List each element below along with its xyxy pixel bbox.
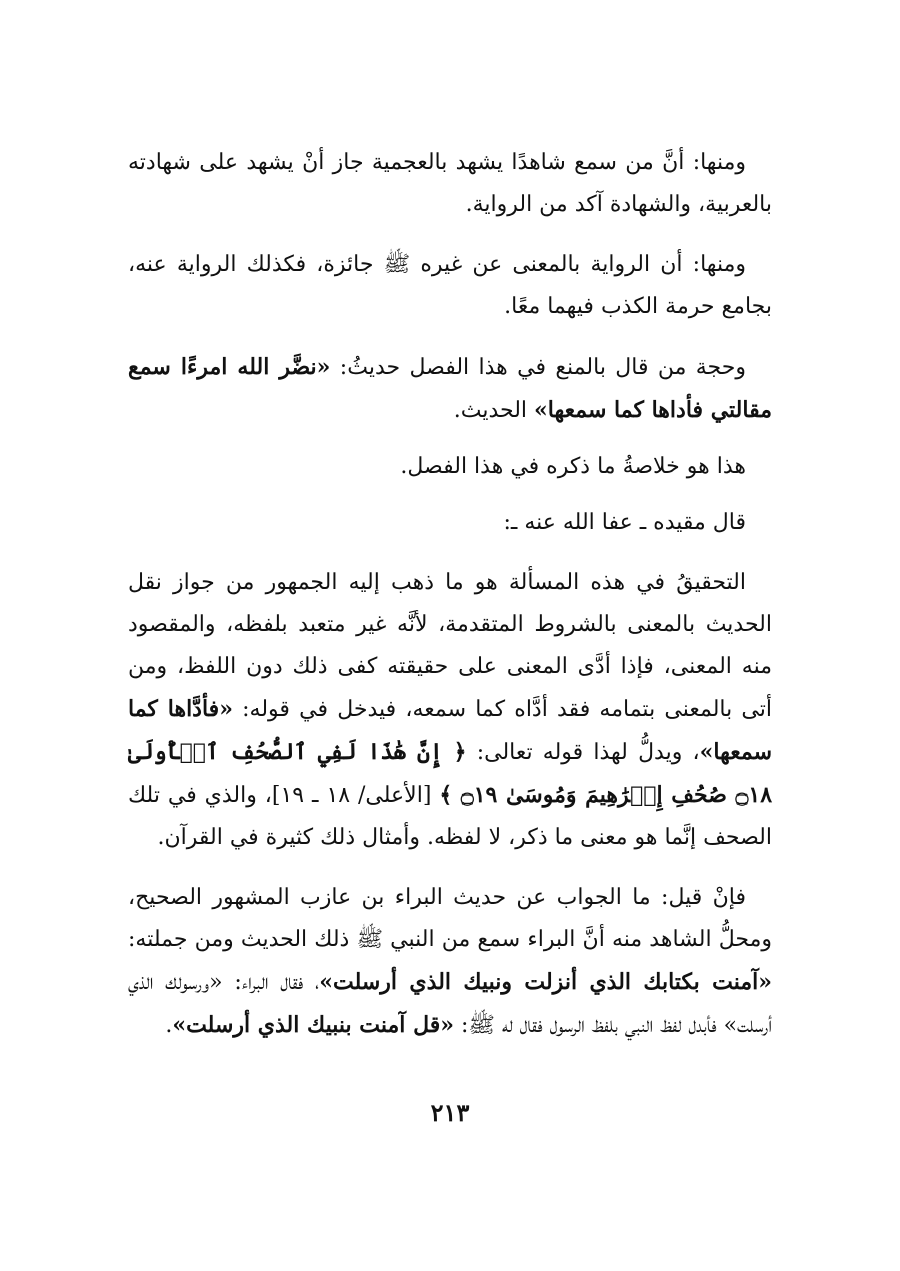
paragraph-2: ومنها: أن الرواية بالمعنى عن غيره ﷺ جائزة، فكذلك الرواية عنه، بجامع حرمة الكذب فيهما معًا.	[128, 252, 772, 319]
paragraph-1: ومنها: أنَّ من سمع شاهدًا يشهد بالعجمية جاز أنْ يشهد على شهادته بالعربية، والشهادة آكد من الرواية.	[128, 150, 772, 217]
paragraph-3	[128, 346, 772, 432]
hadith-correction: «قل آمنت بنبيك الذي أرسلت»	[172, 1012, 454, 1038]
page-body	[128, 142, 772, 1047]
paragraph-6-mid: ، ويدلُّ لهذا قوله تعالى:	[466, 740, 700, 765]
paragraph-6	[128, 562, 772, 859]
paragraph-7	[128, 877, 772, 1047]
quran-verse: ﴿ إِنَّ هَٰذَا لَفِي ٱلصُّحُفِ ٱلۡأُولَىٰ ۝١٨ صُحُفِ إِبۡرَٰهِيمَ وَمُوسَىٰ ۝١٩ ﴾	[128, 739, 773, 808]
paragraph-4: هذا هو خلاصةُ ما ذكره في هذا الفصل.	[400, 454, 746, 479]
paragraph-3-intro: وحجة من قال بالمنع في هذا الفصل حديثُ:	[330, 355, 746, 380]
hadith-phrase: «فأدَّاها كما سمعها»	[128, 696, 772, 765]
hadith-dua: «آمنت بكتابك الذي أنزلت ونبيك الذي أرسلت»	[319, 969, 772, 995]
paragraph-5: قال مقيده ـ عفا الله عنه ـ:	[503, 510, 746, 535]
paragraph-6-end: [الأعلى/ ١٨ ـ ١٩]، والذي في تلك الصحف إنَّما هو معنى ما ذكر، لا لفظه. وأمثال ذلك كثيرة في القرآن.	[128, 783, 772, 850]
hadith-quote: «نضَّر الله امرءًا سمع مقالتي فأداها كما سمعها»	[128, 354, 772, 423]
paragraph-6-intro: التحقيقُ في هذه المسألة هو ما ذهب إليه الجمهور من جواز نقل الحديث بالمعنى بالشروط المتقدمة، لأنَّه غير متعبد بلفظه، والمقصود منه المعنى، فإذا أدَّى المعنى على حقيقته كفى ذلك دون اللفظ، ومن أتى بالمعنى بتمامه فقد أدَّاه كما سمعه، فيدخل في قوله:	[128, 570, 772, 722]
paragraph-7-intro: فإنْ قيل: ما الجواب عن حديث البراء بن عازب المشهور الصحيح، ومحلُّ الشاهد منه أنَّ البراء سمع من النبي ﷺ ذلك الحديث ومن جملته:	[128, 885, 772, 952]
paragraph-7-end: .	[165, 1013, 173, 1038]
page-number: ٢١٣	[430, 1098, 470, 1127]
paragraph-7-mid: ، فقال البراء: «ورسولك الذي أرسلت» فأبدل لفظ النبي بلفظ الرسول فقال له ﷺ:	[128, 970, 772, 1038]
paragraph-3-end: الحديث.	[453, 398, 535, 423]
